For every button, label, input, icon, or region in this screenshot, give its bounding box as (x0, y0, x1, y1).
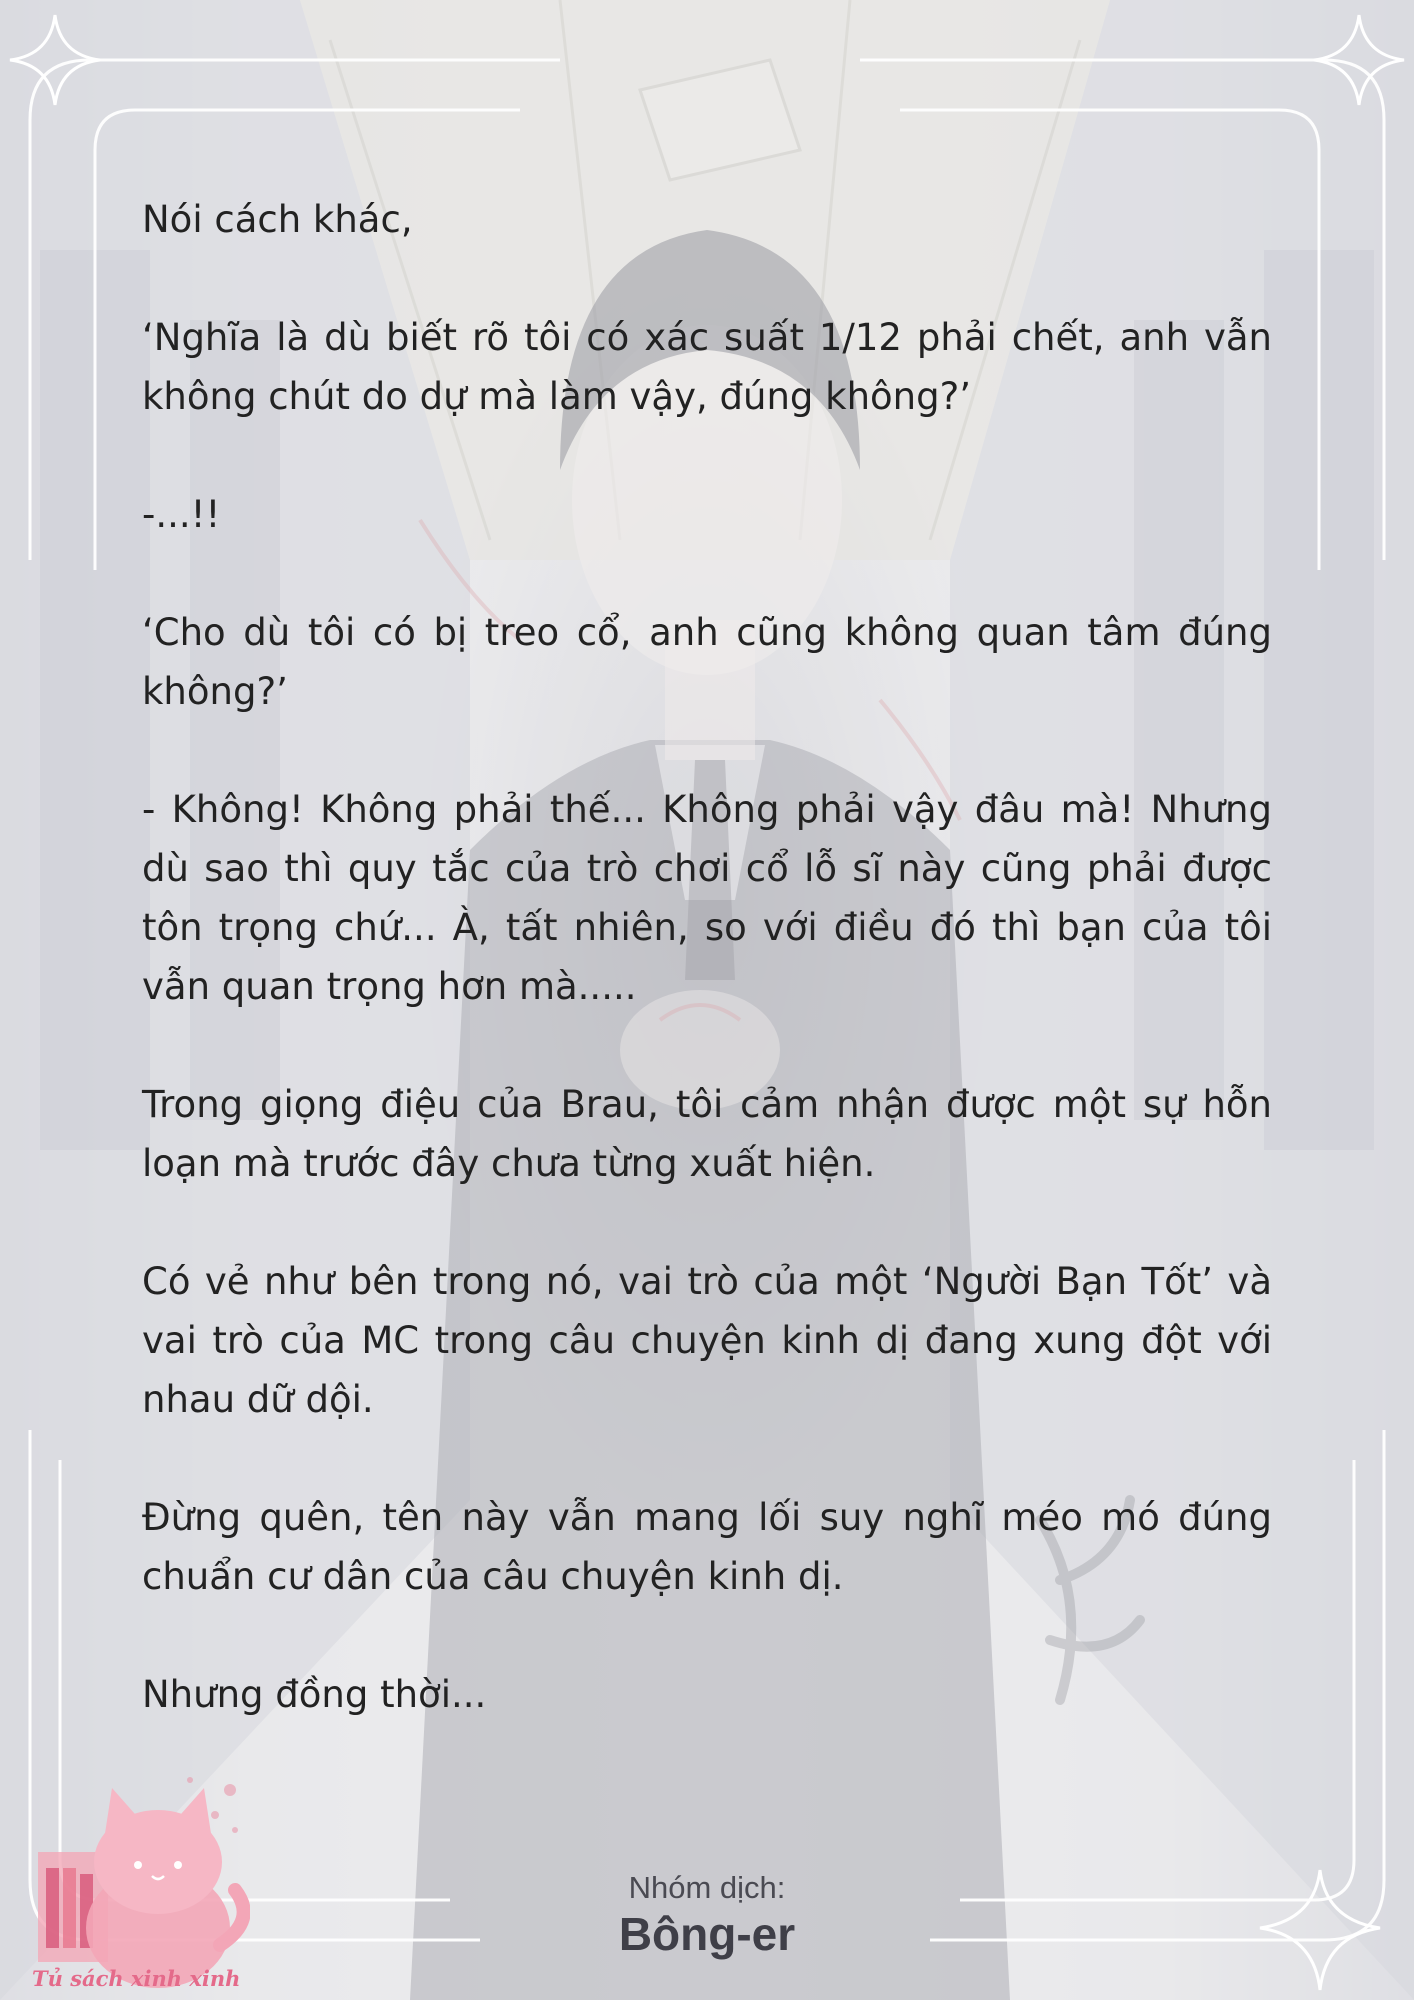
paragraph-9: Nhưng đồng thời... (142, 1673, 487, 1716)
paragraph-1: Nói cách khác, (142, 198, 413, 241)
story-text (142, 190, 1272, 1783)
paragraph-7: Có vẻ như bên trong nó, vai trò của một ‘Người Bạn Tốt’ và vai trò của MC trong câu chuyện kinh dị đang xung đột với nhau dữ dội. (142, 1260, 1272, 1421)
translator-credit (507, 1870, 907, 1962)
credit-label: Nhóm dịch: (628, 1870, 786, 1905)
paragraph-2: ‘Nghĩa là dù biết rõ tôi có xác suất 1/12 phải chết, anh vẫn không chút do dự mà làm vậy, đúng không?’ (142, 316, 1272, 418)
paragraph-8: Đừng quên, tên này vẫn mang lối suy nghĩ méo mó đúng chuẩn cư dân của câu chuyện kinh dị. (142, 1496, 1272, 1598)
paragraph-5: - Không! Không phải thế... Không phải vậy đâu mà! Nhưng dù sao thì quy tắc của trò chơi cổ lỗ sĩ này cũng phải được tôn trọng chứ... À, tất nhiên, so với điều đó thì bạn của tôi vẫn quan trọng hơn mà..... (142, 788, 1272, 1008)
logo-text: Tủ sách xinh xinh (32, 1966, 241, 1991)
credit-name: Bông-er (618, 1908, 796, 1960)
paragraph-4: ‘Cho dù tôi có bị treo cổ, anh cũng không quan tâm đúng không?’ (142, 611, 1272, 713)
paragraph-6: Trong giọng điệu của Brau, tôi cảm nhận được một sự hỗn loạn mà trước đây chưa từng xuất hiện. (142, 1083, 1272, 1185)
paragraph-3: -...!! (142, 493, 221, 536)
pink-cat-bookshelf-logo-icon (30, 1770, 250, 1995)
